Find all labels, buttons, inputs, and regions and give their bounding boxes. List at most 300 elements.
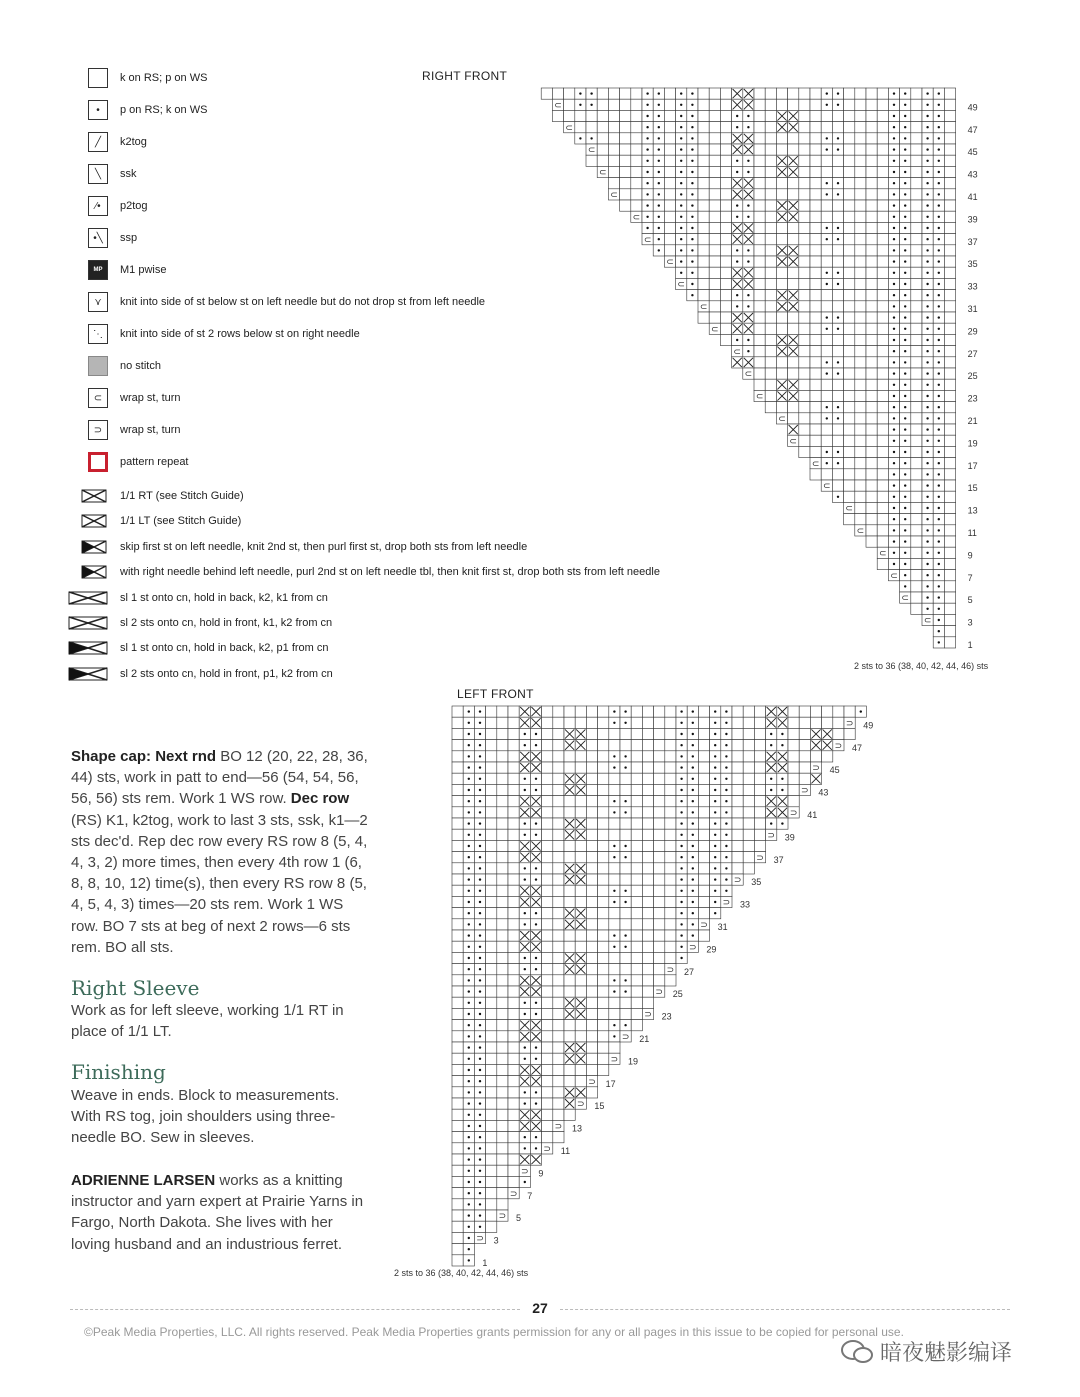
stitch-cell bbox=[654, 740, 665, 751]
stitch-cell bbox=[944, 525, 955, 536]
stitch-cell bbox=[877, 514, 888, 525]
stitch-cell bbox=[698, 829, 709, 840]
stitch-cell bbox=[810, 122, 821, 133]
stitch-cell bbox=[463, 941, 474, 952]
stitch-cell bbox=[463, 840, 474, 851]
svg-text:⊂: ⊂ bbox=[856, 525, 865, 536]
stitch-cell bbox=[620, 110, 631, 121]
stitch-cell bbox=[497, 1165, 508, 1176]
stitch-cell bbox=[508, 941, 519, 952]
stitch-cell bbox=[620, 796, 631, 807]
stitch-cell bbox=[911, 413, 922, 424]
stitch-cell bbox=[687, 796, 698, 807]
stitch-cell bbox=[553, 852, 564, 863]
stitch-cell bbox=[709, 144, 720, 155]
stitch-cell bbox=[676, 88, 687, 99]
stitch-cell bbox=[866, 346, 877, 357]
stitch-cell bbox=[810, 469, 821, 480]
stitch-cell bbox=[519, 717, 530, 728]
stitch-cell bbox=[743, 784, 754, 795]
stitch-cell bbox=[463, 1076, 474, 1087]
stitch-cell bbox=[463, 874, 474, 885]
stitch-cell bbox=[732, 110, 743, 121]
stitch-cell bbox=[463, 784, 474, 795]
stitch-cell bbox=[766, 818, 777, 829]
stitch-cell bbox=[822, 706, 833, 717]
stitch-cell bbox=[754, 323, 765, 334]
stitch-cell bbox=[888, 379, 899, 390]
stitch-cell bbox=[698, 784, 709, 795]
stitch-cell bbox=[933, 581, 944, 592]
stitch-cell bbox=[777, 762, 788, 773]
stitch-cell bbox=[844, 502, 855, 513]
stitch-cell bbox=[710, 852, 721, 863]
stitch-cell bbox=[530, 986, 541, 997]
stitch-cell bbox=[933, 245, 944, 256]
stitch-cell bbox=[486, 807, 497, 818]
svg-text:⊂: ⊂ bbox=[755, 391, 764, 402]
stitch-cell bbox=[776, 155, 787, 166]
row-number-label: 49 bbox=[967, 102, 978, 113]
stitch-cell bbox=[553, 952, 564, 963]
stitch-cell bbox=[463, 1255, 474, 1266]
stitch-cell bbox=[497, 1076, 508, 1087]
row-number-label: 7 bbox=[967, 572, 973, 583]
stitch-cell bbox=[530, 807, 541, 818]
stitch-cell bbox=[642, 840, 653, 851]
stitch-cell bbox=[832, 222, 843, 233]
stitch-cell bbox=[855, 301, 866, 312]
stitch-cell bbox=[720, 267, 731, 278]
stitch-cell bbox=[486, 975, 497, 986]
stitch-cell bbox=[754, 357, 765, 368]
stitch-cell bbox=[877, 458, 888, 469]
stitch-cell bbox=[597, 88, 608, 99]
stitch-cell bbox=[575, 784, 586, 795]
stitch-cell bbox=[776, 189, 787, 200]
stitch-cell bbox=[754, 267, 765, 278]
stitch-cell bbox=[642, 1008, 653, 1019]
stitch-cell bbox=[788, 133, 799, 144]
stitch-cell bbox=[900, 570, 911, 581]
stitch-cell bbox=[788, 346, 799, 357]
stitch-cell bbox=[933, 357, 944, 368]
stitch-cell bbox=[743, 706, 754, 717]
stitch-cell bbox=[631, 829, 642, 840]
stitch-cell bbox=[788, 368, 799, 379]
stitch-cell bbox=[620, 1008, 631, 1019]
stitch-cell bbox=[888, 290, 899, 301]
stitch-cell bbox=[620, 941, 631, 952]
stitch-cell bbox=[810, 278, 821, 289]
stitch-cell bbox=[709, 222, 720, 233]
stitch-cell bbox=[654, 930, 665, 941]
stitch-cell bbox=[743, 144, 754, 155]
stitch-cell bbox=[519, 908, 530, 919]
stitch-cell bbox=[900, 211, 911, 222]
stitch-cell bbox=[687, 706, 698, 717]
stitch-cell bbox=[710, 728, 721, 739]
stitch-cell bbox=[866, 200, 877, 211]
stitch-cell bbox=[911, 536, 922, 547]
stitch-cell bbox=[732, 740, 743, 751]
stitch-cell bbox=[508, 986, 519, 997]
stitch-cell bbox=[810, 717, 821, 728]
stitch-cell bbox=[821, 346, 832, 357]
stitch-cell bbox=[866, 536, 877, 547]
stitch-cell bbox=[553, 840, 564, 851]
stitch-cell bbox=[866, 480, 877, 491]
stitch-cell bbox=[754, 334, 765, 345]
stitch-cell bbox=[631, 1020, 642, 1031]
stitch-cell bbox=[519, 1132, 530, 1143]
stitch-cell bbox=[665, 863, 676, 874]
stitch-cell bbox=[664, 155, 675, 166]
stitch-cell bbox=[799, 88, 810, 99]
stitch-cell bbox=[687, 874, 698, 885]
svg-text:⊂: ⊂ bbox=[778, 413, 786, 424]
svg-text:⊃: ⊃ bbox=[644, 1009, 652, 1020]
stitch-cell bbox=[463, 1176, 474, 1187]
stitch-cell bbox=[765, 290, 776, 301]
stitch-cell bbox=[452, 1087, 463, 1098]
stitch-cell bbox=[944, 211, 955, 222]
stitch-cell bbox=[541, 88, 552, 99]
stitch-cell bbox=[676, 885, 687, 896]
stitch-cell bbox=[810, 88, 821, 99]
stitch-cell bbox=[463, 997, 474, 1008]
stitch-cell bbox=[888, 301, 899, 312]
stitch-cell bbox=[653, 234, 664, 245]
stitch-cell bbox=[777, 807, 788, 818]
stitch-cell bbox=[877, 491, 888, 502]
stitch-cell bbox=[654, 751, 665, 762]
stitch-cell bbox=[855, 222, 866, 233]
stitch-cell bbox=[788, 751, 799, 762]
skip-first-st-cable-icon bbox=[68, 539, 108, 555]
legend-item bbox=[68, 662, 333, 686]
stitch-cell bbox=[911, 547, 922, 558]
stitch-cell bbox=[519, 874, 530, 885]
stitch-cell bbox=[575, 1053, 586, 1064]
stitch-cell bbox=[743, 256, 754, 267]
stitch-cell bbox=[452, 1165, 463, 1176]
stitch-cell bbox=[653, 189, 664, 200]
stitch-cell bbox=[754, 740, 765, 751]
stitch-cell bbox=[452, 829, 463, 840]
stitch-cell bbox=[922, 334, 933, 345]
stitch-cell bbox=[497, 986, 508, 997]
stitch-cell bbox=[698, 885, 709, 896]
stitch-cell bbox=[810, 446, 821, 457]
stitch-cell bbox=[821, 312, 832, 323]
stitch-cell bbox=[486, 1076, 497, 1087]
stitch-cell bbox=[486, 1087, 497, 1098]
row-number-label: 5 bbox=[516, 1213, 522, 1224]
stitch-cell bbox=[743, 323, 754, 334]
stitch-cell bbox=[844, 717, 855, 728]
stitch-cell bbox=[598, 1053, 609, 1064]
stitch-cell bbox=[777, 728, 788, 739]
stitch-cell bbox=[508, 1176, 519, 1187]
stitch-cell bbox=[698, 133, 709, 144]
stitch-cell bbox=[832, 110, 843, 121]
stitch-cell bbox=[654, 908, 665, 919]
stitch-cell bbox=[855, 278, 866, 289]
stitch-cell bbox=[597, 166, 608, 177]
stitch-cell bbox=[631, 88, 642, 99]
stitch-cell bbox=[530, 751, 541, 762]
stitch-cell bbox=[709, 200, 720, 211]
stitch-cell bbox=[743, 762, 754, 773]
stitch-cell bbox=[832, 491, 843, 502]
row-number-label: 1 bbox=[967, 640, 973, 650]
row-number-label: 3 bbox=[967, 617, 973, 628]
stitch-cell bbox=[765, 166, 776, 177]
stitch-cell bbox=[732, 323, 743, 334]
stitch-cell bbox=[575, 1098, 586, 1109]
stitch-cell bbox=[832, 155, 843, 166]
stitch-cell bbox=[687, 88, 698, 99]
stitch-cell bbox=[888, 514, 899, 525]
stitch-cell bbox=[754, 368, 765, 379]
stitch-cell bbox=[911, 334, 922, 345]
stitch-cell bbox=[944, 446, 955, 457]
stitch-cell bbox=[933, 133, 944, 144]
stitch-cell bbox=[620, 784, 631, 795]
stitch-cell bbox=[508, 728, 519, 739]
stitch-cell bbox=[855, 88, 866, 99]
stitch-cell bbox=[609, 818, 620, 829]
stitch-cell bbox=[788, 256, 799, 267]
stitch-cell bbox=[877, 222, 888, 233]
stitch-cell bbox=[855, 110, 866, 121]
stitch-cell bbox=[720, 178, 731, 189]
stitch-cell bbox=[732, 178, 743, 189]
stitch-cell bbox=[586, 874, 597, 885]
stitch-cell bbox=[463, 1053, 474, 1064]
stitch-cell bbox=[654, 874, 665, 885]
stitch-cell bbox=[497, 896, 508, 907]
stitch-cell bbox=[900, 491, 911, 502]
stitch-cell bbox=[586, 728, 597, 739]
stitch-cell bbox=[710, 896, 721, 907]
stitch-cell bbox=[642, 796, 653, 807]
stitch-cell bbox=[665, 807, 676, 818]
stitch-cell bbox=[720, 334, 731, 345]
stitch-cell bbox=[832, 99, 843, 110]
stitch-cell bbox=[866, 368, 877, 379]
stitch-cell bbox=[452, 964, 463, 975]
stitch-cell bbox=[687, 267, 698, 278]
stitch-cell bbox=[519, 1143, 530, 1154]
svg-text:⊃: ⊃ bbox=[756, 852, 764, 863]
stitch-cell bbox=[944, 570, 955, 581]
stitch-cell bbox=[732, 234, 743, 245]
stitch-cell bbox=[474, 807, 485, 818]
stitch-cell bbox=[732, 155, 743, 166]
stitch-cell bbox=[598, 941, 609, 952]
stitch-cell bbox=[720, 200, 731, 211]
stitch-cell bbox=[922, 547, 933, 558]
stitch-cell bbox=[608, 88, 619, 99]
stitch-cell bbox=[944, 435, 955, 446]
stitch-cell bbox=[463, 1154, 474, 1165]
stitch-cell bbox=[452, 1042, 463, 1053]
stitch-cell bbox=[821, 166, 832, 177]
row-number-label: 33 bbox=[740, 899, 751, 910]
stitch-cell bbox=[743, 829, 754, 840]
stitch-cell bbox=[665, 773, 676, 784]
stitch-cell bbox=[586, 144, 597, 155]
stitch-cell bbox=[553, 874, 564, 885]
stitch-cell bbox=[463, 930, 474, 941]
stitch-cell bbox=[933, 144, 944, 155]
stitch-cell bbox=[698, 773, 709, 784]
stitch-cell bbox=[810, 189, 821, 200]
stitch-cell bbox=[788, 807, 799, 818]
stitch-cell bbox=[564, 762, 575, 773]
stitch-cell bbox=[743, 222, 754, 233]
stitch-cell bbox=[777, 818, 788, 829]
stitch-cell bbox=[743, 301, 754, 312]
stitch-cell bbox=[888, 256, 899, 267]
stitch-cell bbox=[799, 446, 810, 457]
stitch-cell bbox=[486, 840, 497, 851]
stitch-cell bbox=[508, 762, 519, 773]
stitch-cell bbox=[474, 1188, 485, 1199]
stitch-cell bbox=[508, 1154, 519, 1165]
stitch-cell bbox=[542, 919, 553, 930]
stitch-cell bbox=[530, 930, 541, 941]
stitch-cell bbox=[553, 1120, 564, 1131]
stitch-cell bbox=[821, 301, 832, 312]
stitch-cell bbox=[754, 312, 765, 323]
stitch-cell bbox=[564, 1053, 575, 1064]
legend-item bbox=[68, 418, 181, 442]
stitch-cell bbox=[698, 222, 709, 233]
svg-text:⊃: ⊃ bbox=[700, 919, 708, 930]
stitch-cell bbox=[933, 592, 944, 603]
stitch-cell bbox=[598, 829, 609, 840]
svg-text:⊃: ⊃ bbox=[689, 941, 697, 952]
row-number-label: 37 bbox=[967, 236, 978, 247]
svg-text:⊂: ⊂ bbox=[643, 234, 652, 245]
stitch-cell bbox=[519, 829, 530, 840]
stitch-cell bbox=[519, 728, 530, 739]
stitch-cell bbox=[743, 334, 754, 345]
stitch-cell bbox=[888, 491, 899, 502]
stitch-cell bbox=[463, 762, 474, 773]
stitch-cell bbox=[754, 390, 765, 401]
stitch-cell bbox=[888, 424, 899, 435]
stitch-cell bbox=[866, 502, 877, 513]
stitch-cell bbox=[665, 952, 676, 963]
stitch-cell bbox=[844, 706, 855, 717]
stitch-cell bbox=[810, 211, 821, 222]
stitch-cell bbox=[810, 290, 821, 301]
stitch-cell bbox=[530, 975, 541, 986]
stitch-cell bbox=[598, 807, 609, 818]
stitch-cell bbox=[821, 480, 832, 491]
stitch-cell bbox=[743, 122, 754, 133]
stitch-cell bbox=[530, 796, 541, 807]
stitch-cell bbox=[765, 155, 776, 166]
stitch-cell bbox=[463, 1165, 474, 1176]
stitch-cell bbox=[900, 256, 911, 267]
stitch-cell bbox=[530, 840, 541, 851]
stitch-cell bbox=[497, 885, 508, 896]
legend-item bbox=[68, 226, 137, 250]
stitch-cell bbox=[944, 122, 955, 133]
stitch-cell bbox=[765, 278, 776, 289]
stitch-cell bbox=[821, 469, 832, 480]
stitch-cell bbox=[777, 773, 788, 784]
stitch-cell bbox=[598, 818, 609, 829]
stitch-cell bbox=[519, 1064, 530, 1075]
legend-label: p2tog bbox=[120, 200, 148, 212]
stitch-cell bbox=[497, 1154, 508, 1165]
stitch-cell bbox=[765, 189, 776, 200]
stitch-cell bbox=[463, 1109, 474, 1120]
legend-label: 1/1 RT (see Stitch Guide) bbox=[120, 490, 244, 502]
stitch-cell bbox=[900, 122, 911, 133]
stitch-cell bbox=[922, 424, 933, 435]
stitch-cell bbox=[888, 278, 899, 289]
stitch-cell bbox=[564, 941, 575, 952]
stitch-cell bbox=[743, 189, 754, 200]
stitch-cell bbox=[821, 424, 832, 435]
stitch-cell bbox=[922, 278, 933, 289]
stitch-cell bbox=[721, 874, 732, 885]
stitch-cell bbox=[598, 1020, 609, 1031]
stitch-cell bbox=[944, 390, 955, 401]
stitch-cell bbox=[642, 717, 653, 728]
2-1-lc-icon bbox=[68, 615, 108, 631]
stitch-cell bbox=[933, 211, 944, 222]
stitch-cell bbox=[609, 784, 620, 795]
stitch-cell bbox=[575, 952, 586, 963]
stitch-cell bbox=[810, 234, 821, 245]
stitch-cell bbox=[743, 368, 754, 379]
stitch-cell bbox=[542, 706, 553, 717]
stitch-cell bbox=[732, 717, 743, 728]
stitch-cell bbox=[452, 885, 463, 896]
stitch-cell bbox=[911, 346, 922, 357]
stitch-cell bbox=[586, 1042, 597, 1053]
stitch-cell bbox=[564, 1087, 575, 1098]
stitch-cell bbox=[586, 829, 597, 840]
stitch-cell bbox=[866, 301, 877, 312]
stitch-cell bbox=[776, 99, 787, 110]
stitch-cell bbox=[497, 1143, 508, 1154]
stitch-cell bbox=[698, 874, 709, 885]
svg-text:⊂: ⊂ bbox=[699, 301, 708, 312]
stitch-cell bbox=[553, 964, 564, 975]
stitch-cell bbox=[486, 740, 497, 751]
stitch-cell bbox=[452, 1076, 463, 1087]
stitch-cell bbox=[575, 1087, 586, 1098]
stitch-cell bbox=[776, 144, 787, 155]
stitch-cell bbox=[564, 1098, 575, 1109]
stitch-cell bbox=[754, 762, 765, 773]
stitch-cell bbox=[855, 458, 866, 469]
stitch-cell bbox=[664, 133, 675, 144]
stitch-cell bbox=[877, 480, 888, 491]
stitch-cell bbox=[855, 402, 866, 413]
stitch-cell bbox=[933, 110, 944, 121]
stitch-cell bbox=[497, 1053, 508, 1064]
